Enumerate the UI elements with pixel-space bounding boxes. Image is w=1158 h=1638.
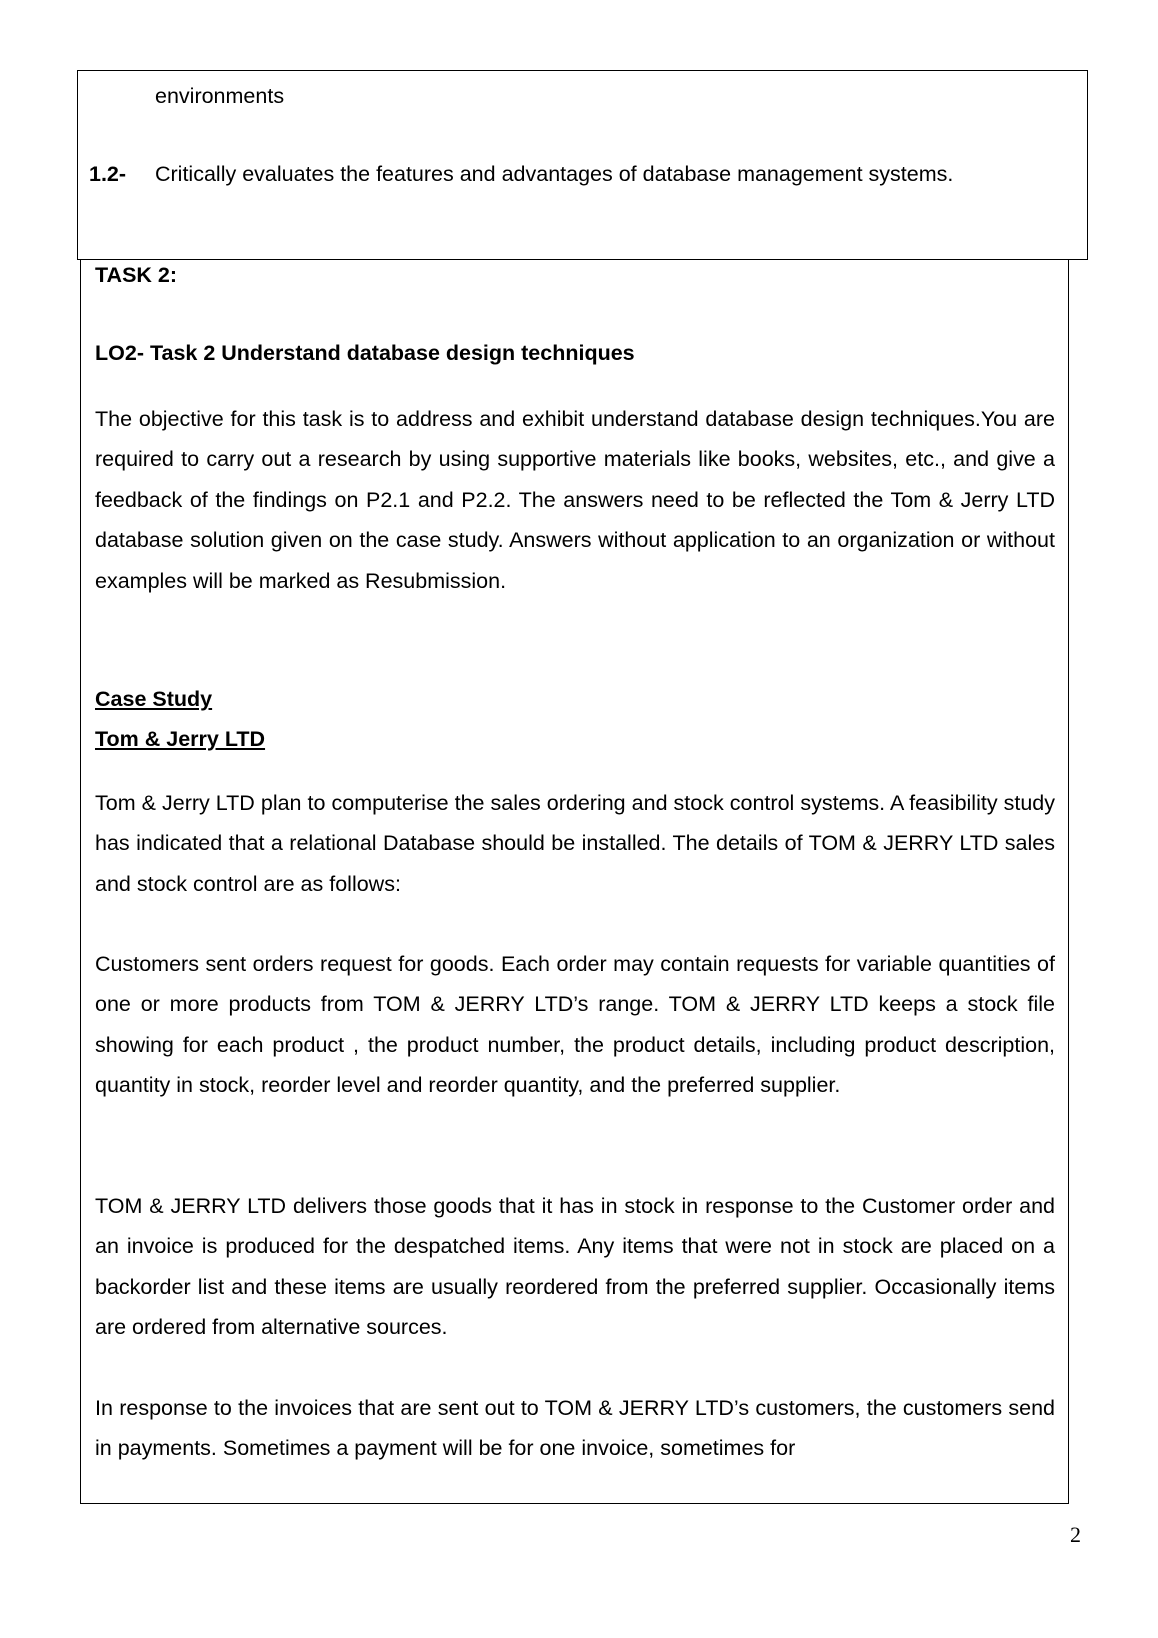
- case-paragraph-text: Tom & Jerry LTD plan to computerise the sales ordering and stock control systems. A feasibility study has indicated that a relational Database should be installed. The details of TOM & JERRY LTD sales and stock control are as follows:: [95, 791, 1055, 896]
- page-number: 2: [1070, 1522, 1081, 1547]
- criteria-box: [77, 70, 1088, 260]
- objective-paragraph: [95, 399, 1055, 601]
- case-study-label: Case Study: [95, 687, 213, 711]
- criterion-number: 1.2-: [89, 162, 127, 186]
- case-paragraph-3: [95, 1186, 1055, 1348]
- company-name: Tom & Jerry LTD: [95, 727, 266, 751]
- case-paragraph-2: [95, 944, 1055, 1106]
- case-paragraph-4: [95, 1388, 1055, 1469]
- case-paragraph-text: Customers sent orders request for goods. Each order may contain requests for variable quantities of one or more products from TOM & JERRY LTD’s range. TOM & JERRY LTD keeps a stock file showing for each product , the product number, the product details, including product description, quantity in stock, reorder level and reorder quantity, and the preferred supplier.: [95, 952, 1055, 1098]
- task-heading: TASK 2:: [95, 263, 178, 287]
- objective-text: The objective for this task is to address and exhibit understand database design techniques.You are required to carry out a research by using supportive materials like books, websites, etc., and give a feedback of the findings on P2.1 and P2.2. The answers need to be reflected the Tom & Jerry LTD database solution given on the case study. Answers without application to an organization or without examples will be marked as Resubmission.: [95, 407, 1055, 593]
- task-box: [80, 260, 1069, 1504]
- criterion-text: Critically evaluates the features and advantages of database management systems.: [155, 162, 954, 186]
- case-paragraph-text: In response to the invoices that are sent out to TOM & JERRY LTD’s customers, the customers send in payments. Sometimes a payment will be for one invoice, sometimes for: [95, 1396, 1055, 1461]
- case-paragraph-1: [95, 783, 1055, 904]
- case-paragraph-text: TOM & JERRY LTD delivers those goods that it has in stock in response to the Customer order and an invoice is produced for the despatched items. Any items that were not in stock are placed on a backorder list and these items are usually reordered from the preferred supplier. Occasionally items are ordered from alternative sources.: [95, 1194, 1055, 1340]
- continued-text: environments: [155, 84, 285, 108]
- task-subheading: LO2- Task 2 Understand database design techniques: [95, 341, 635, 365]
